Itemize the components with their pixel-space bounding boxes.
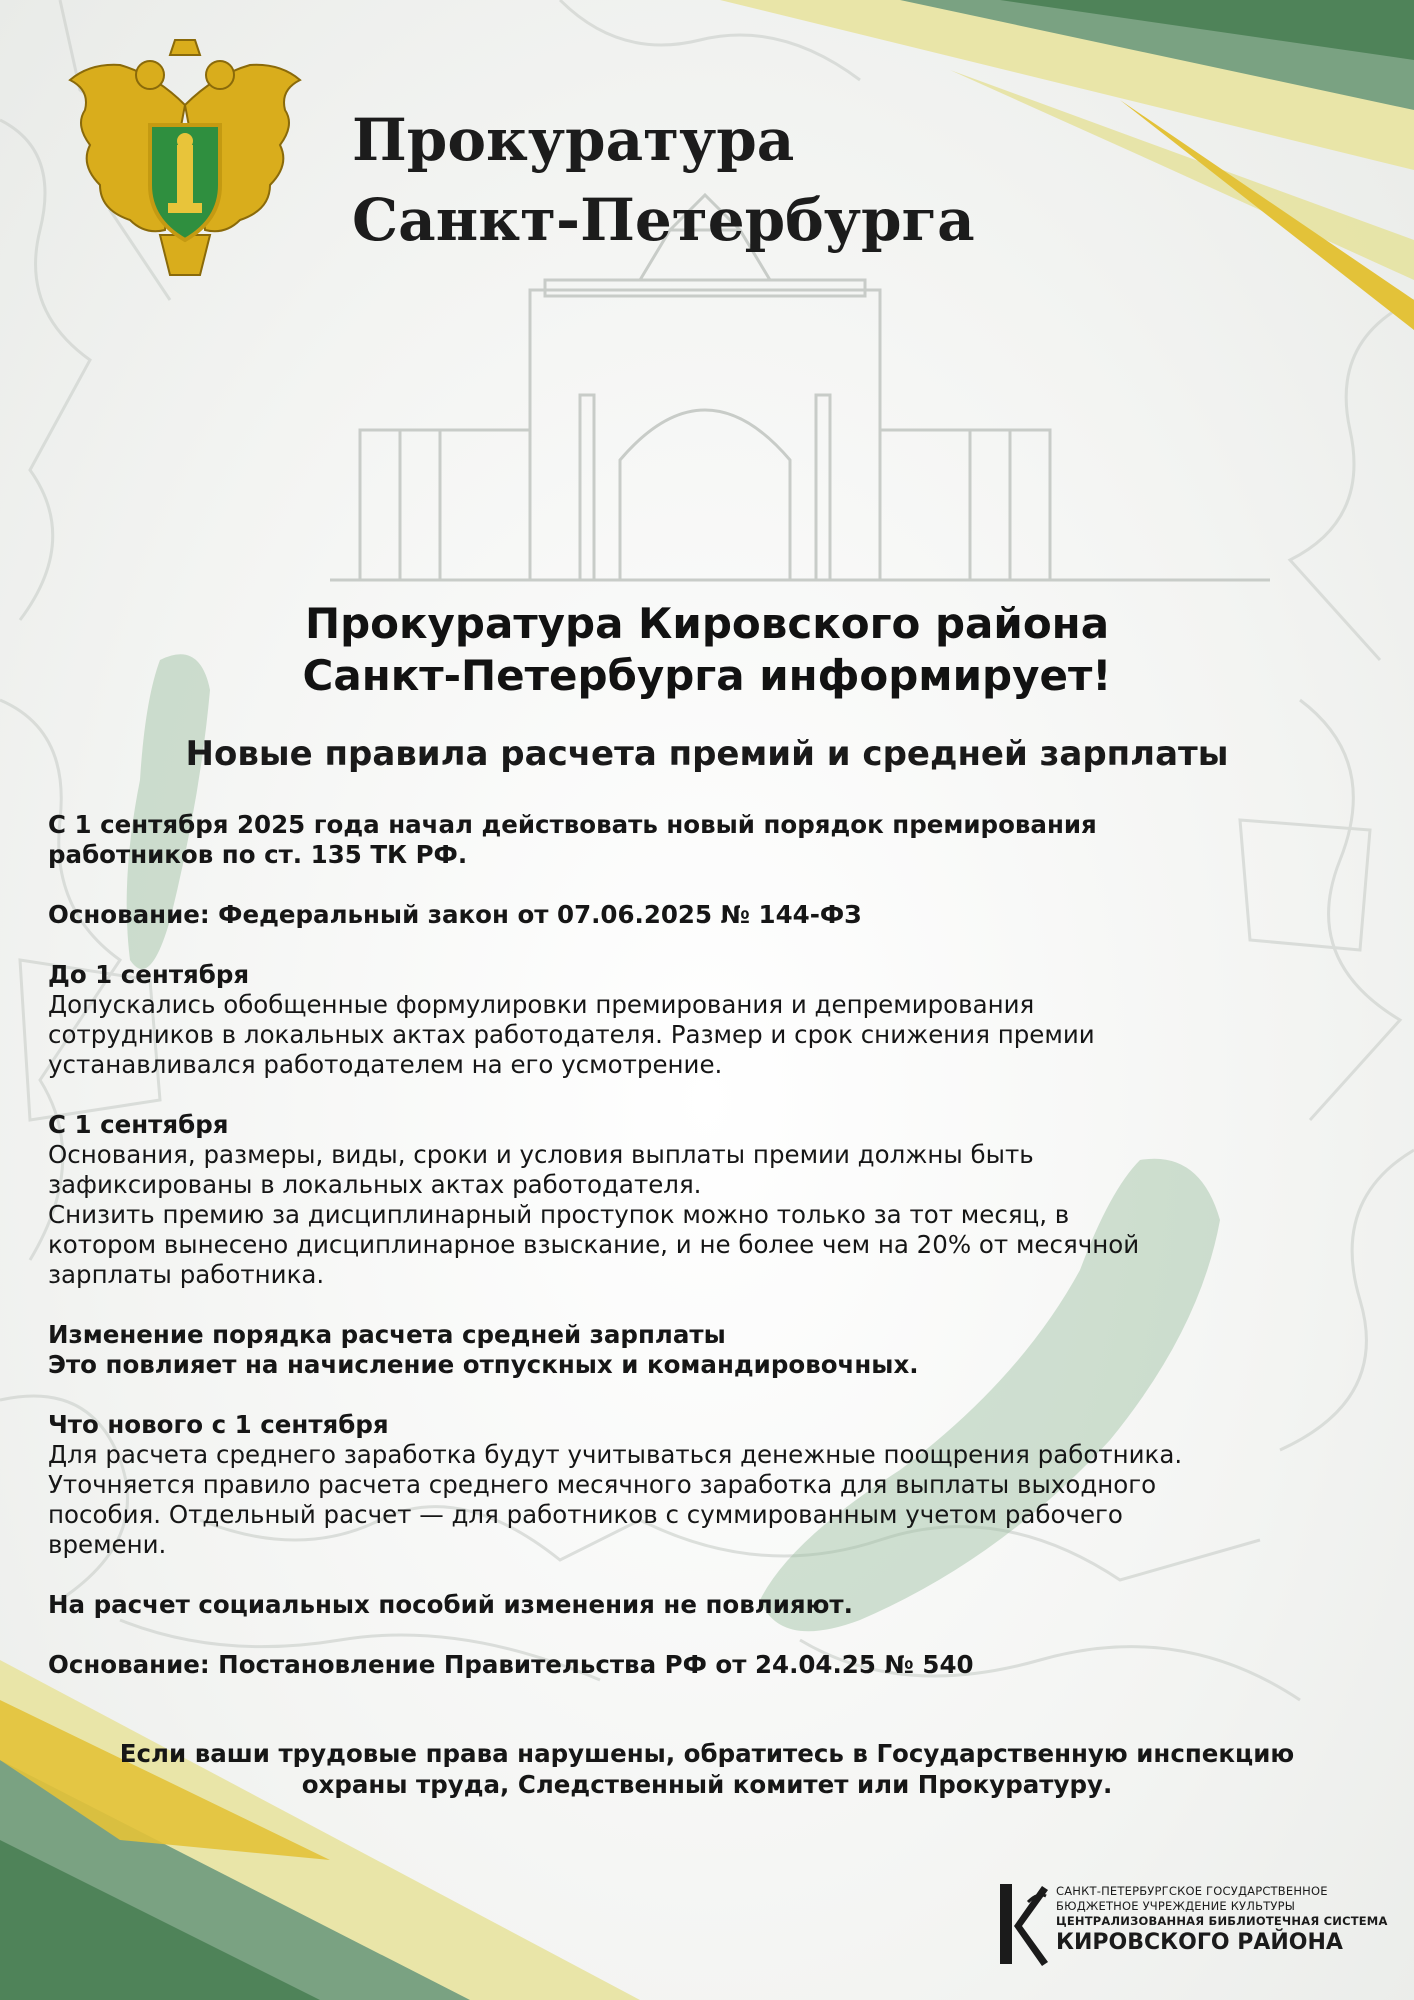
appeal-line2: охраны труда, Следственный комитет или Прокуратуру. (301, 1770, 1113, 1799)
org-title (352, 100, 975, 260)
section-text: С 1 сентября 2025 года начал действовать новый порядок премирования (48, 810, 1097, 839)
section-text: Основания, размеры, виды, сроки и условия выплаты премии должны быть (48, 1140, 1034, 1169)
prosecutor-emblem-icon (60, 35, 310, 285)
library-k-icon (998, 1882, 1048, 1966)
headline-line1: Прокуратура Кировского района (304, 599, 1110, 648)
section-heading: Что нового с 1 сентября (48, 1410, 389, 1439)
library-line1: САНКТ-ПЕТЕРБУРГСКОЕ ГОСУДАРСТВЕННОЕ (1056, 1884, 1328, 1898)
library-logo-text (1056, 1884, 1388, 1957)
subheading: Новые правила расчета премий и средней зарплаты (185, 734, 1229, 774)
library-line4: КИРОВСКОГО РАЙОНА (1056, 1930, 1343, 1955)
corner-stripes-bottom-left (0, 1660, 640, 2000)
section-text: Снизить премию за дисциплинарный проступок можно только за тот месяц, в (48, 1200, 1070, 1229)
section-text: На расчет социальных пособий изменения не повлияют. (48, 1590, 853, 1619)
appeal-text (0, 1738, 1414, 1800)
org-title-line1: Прокуратура (352, 106, 795, 174)
section-text: устанавливался работодателем на его усмотрение. (48, 1050, 723, 1079)
announcement-body (48, 810, 1378, 1710)
section-whats-new (48, 1410, 1378, 1560)
section-before (48, 960, 1378, 1080)
section-legal-basis-law (48, 900, 1378, 930)
section-text: Допускались обобщенные формулировки премирования и депремирования (48, 990, 1035, 1019)
section-text: Основание: Федеральный закон от 07.06.2025 № 144-ФЗ (48, 900, 862, 929)
library-line3: ЦЕНТРАЛИЗОВАННАЯ БИБЛИОТЕЧНАЯ СИСТЕМА (1056, 1914, 1388, 1928)
headline (0, 598, 1414, 702)
section-text: пособия. Отдельный расчет — для работников с суммированным учетом рабочего (48, 1500, 1123, 1529)
section-text: Основание: Постановление Правительства РФ от 24.04.25 № 540 (48, 1650, 974, 1679)
section-heading: До 1 сентября (48, 960, 250, 989)
library-line2: БЮДЖЕТНОЕ УЧРЕЖДЕНИЕ КУЛЬТУРЫ (1056, 1899, 1296, 1913)
section-text: работников по ст. 135 ТК РФ. (48, 840, 468, 869)
section-text: зафиксированы в локальных актах работодателя. (48, 1170, 702, 1199)
section-average-salary (48, 1320, 1378, 1380)
section-text: Уточняется правило расчета среднего месячного заработка для выплаты выходного (48, 1470, 1157, 1499)
section-text: зарплаты работника. (48, 1260, 325, 1289)
section-after (48, 1110, 1378, 1290)
section-legal-basis-decree (48, 1650, 1378, 1680)
section-heading: С 1 сентября (48, 1110, 229, 1139)
library-logo (998, 1880, 1388, 1970)
appeal-line1: Если ваши трудовые права нарушены, обратитесь в Государственную инспекцию (119, 1739, 1295, 1768)
section-text: Для расчета среднего заработка будут учитываться денежные поощрения работника. (48, 1440, 1183, 1469)
section-effective-date (48, 810, 1378, 870)
section-heading: Изменение порядка расчета средней зарплаты (48, 1320, 726, 1349)
section-text: времени. (48, 1530, 167, 1559)
section-text: сотрудников в локальных актах работодателя. Размер и срок снижения премии (48, 1020, 1095, 1049)
section-social-benefits (48, 1590, 1378, 1620)
org-title-line2: Санкт-Петербурга (352, 186, 975, 254)
section-text: Это повлияет на начисление отпускных и командировочных. (48, 1350, 919, 1379)
section-text: котором вынесено дисциплинарное взыскание, и не более чем на 20% от месячной (48, 1230, 1140, 1259)
headline-line2: Санкт-Петербурга информирует! (302, 651, 1112, 700)
